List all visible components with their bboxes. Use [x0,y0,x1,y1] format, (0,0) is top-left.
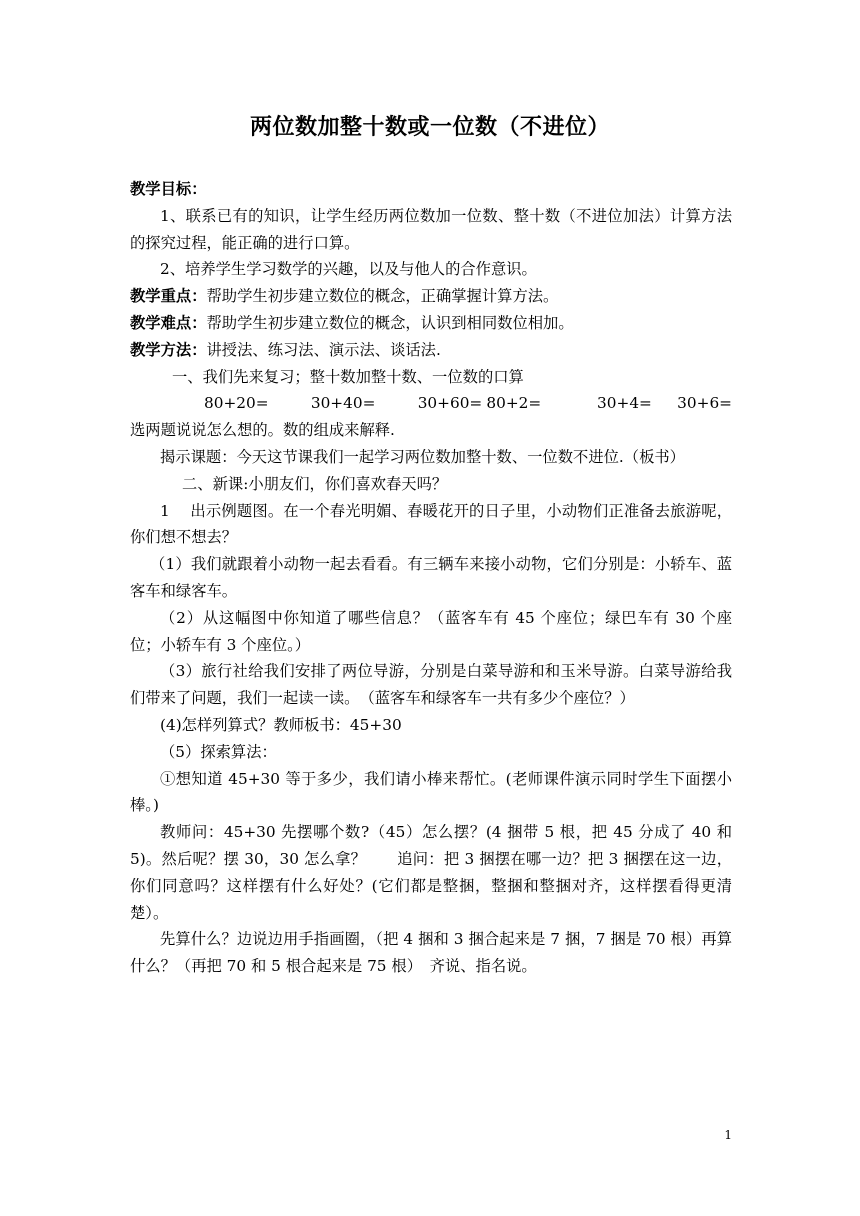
equation: 30+6= [677,394,732,413]
new-lesson-heading: 二、新课:小朋友们，你们喜欢春天吗？ [182,474,448,493]
new-lesson-paragraph: ①想知道 45+30 等于多少，我们请小棒来帮忙。(老师课件演示同时学生下面摆小棒。) [130,769,732,815]
new-lesson-paragraph: （1）我们就跟着小动物一起去看看。有三辆车来接小动物，它们分别是：小轿车、蓝客车和绿客车。 [130,555,732,600]
method-text: 讲授法、练习法、演示法、谈话法. [206,340,441,359]
page-title: 两位数加整十数或一位数（不进位） [249,115,610,140]
new-lesson-paragraph: （5）探索算法： [160,742,277,761]
objectives-heading: 教学目标： [130,180,207,198]
new-lesson-paragraph: 先算什么？边说边用手指画圈，（把 4 捆和 3 捆合起来是 7 捆，7 捆是 70 根）再算什么？（再把 70 和 5 根合起来是 75 根） 齐说、指名说。 [130,930,732,976]
method-label: 教学方法： [130,340,207,359]
equation: 30+60= [417,394,483,413]
difficulty-label: 教学难点： [130,313,207,332]
teaching-method [130,337,732,364]
new-lesson-paragraph: （2）从这幅图中你知道了哪些信息？（蓝客车有 45 个座位；绿巴车有 30 个座位；小轿车有 3 个座位。） [130,608,732,654]
equation: 80+20= [204,394,269,413]
key-point [130,283,732,310]
difficulty [130,310,732,337]
review-heading: 一、我们先来复习；整十数加整十数、一位数的口算 [172,367,524,386]
equation: 30+40= [310,394,376,413]
review-equations [130,390,732,417]
equation: 30+4= [597,394,652,413]
document-body [130,176,732,980]
objective-item-1: 1、联系已有的知识，让学生经历两位数加一位数、整十数（不进位加法）计算方法的探究过程，能正确的进行口算。 [130,206,732,252]
review-explain: 选两题说说怎么想的。数的组成来解释. [130,421,395,440]
new-lesson-paragraph: 教师问：45+30 先摆哪个数?（45）怎么摆？(4 捆带 5 根，把 45 分成了 40 和 5)。然后呢？摆 30，30 怎么拿？ 追问：把 3 捆摆在哪一边？把 3 捆摆在这一边，你们同意吗？这样摆有什么好处？(它们都是整捆，整捆和整捆对齐，这样摆看得更清楚）。 [130,823,732,922]
difficulty-text: 帮助学生初步建立数位的概念，认识到相同数位相加。 [206,313,574,332]
objective-item-2: 2、培养学生学习数学的兴趣，以及与他人的合作意识。 [160,260,537,279]
new-lesson-paragraph: (4)怎样列算式？教师板书：45+30 [160,715,402,734]
page-number: 1 [724,1128,732,1142]
key-point-text: 帮助学生初步建立数位的概念，正确掌握计算方法。 [206,287,559,306]
key-point-label: 教学重点： [130,287,207,306]
equation: 80+2= [486,394,542,413]
new-lesson-paragraph: 1 出示例题图。在一个春光明媚、春暖花开的日子里，小动物们正准备去旅游呢，你们想不想去？ [130,501,732,547]
lesson-topic: 揭示课题：今天这节课我们一起学习两位数加整十数、一位数不进位.（板书） [160,447,685,466]
new-lesson-paragraph: （3）旅行社给我们安排了两位导游，分别是白菜导游和和玉米导游。白菜导游给我们带来了问题，我们一起读一读。 （蓝客车和绿客车一共有多少个座位？） [130,662,732,708]
